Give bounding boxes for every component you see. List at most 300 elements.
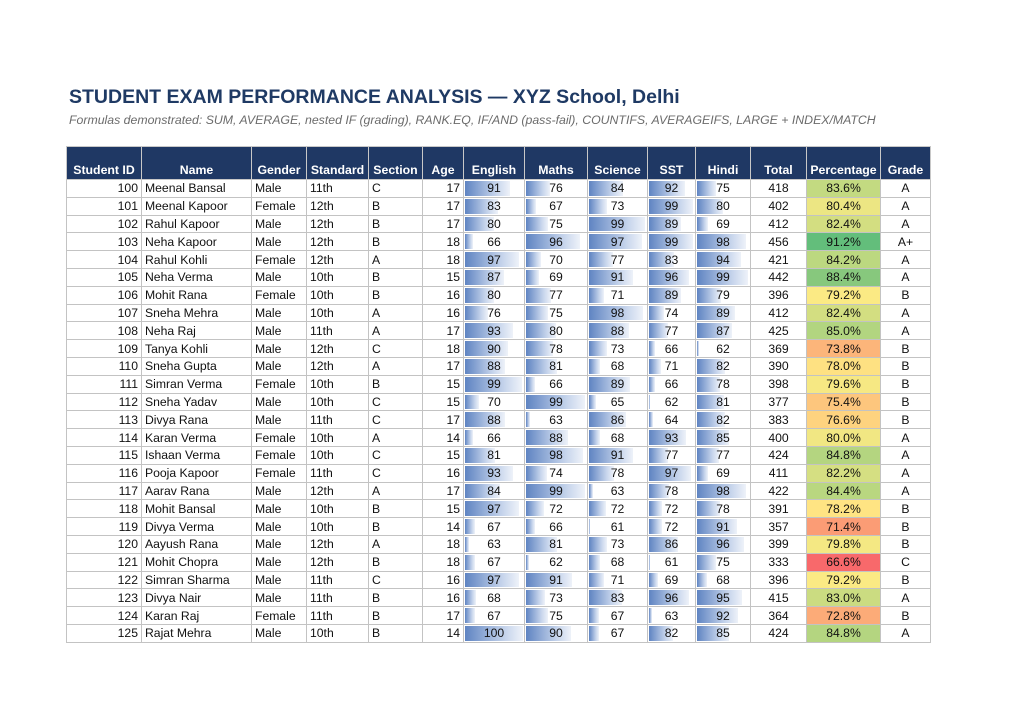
english-cell [464, 268, 525, 286]
science-cell [588, 500, 648, 518]
score-data-bar [589, 288, 604, 303]
gender-cell: Female [252, 446, 307, 464]
age-cell: 17 [423, 180, 464, 198]
maths-cell [525, 215, 588, 233]
english-cell [464, 446, 525, 464]
total-cell: 398 [751, 375, 807, 393]
total-cell: 390 [751, 357, 807, 375]
section-cell: B [369, 375, 423, 393]
hindi-cell [696, 464, 751, 482]
age-cell: 15 [423, 268, 464, 286]
section-cell: B [369, 589, 423, 607]
score-value: 67 [487, 555, 501, 570]
grade-cell: B [881, 500, 931, 518]
name-cell: Neha Verma [142, 268, 252, 286]
maths-cell [525, 464, 588, 482]
name-cell: Ishaan Verma [142, 446, 252, 464]
age-cell: 18 [423, 553, 464, 571]
score-value: 75 [716, 181, 730, 196]
english-cell [464, 624, 525, 642]
score-value: 99 [664, 234, 679, 249]
english-cell [464, 429, 525, 447]
grade-cell: B [881, 340, 931, 358]
sst-cell [648, 375, 696, 393]
student-id-cell: 100 [67, 180, 142, 198]
science-cell [588, 375, 648, 393]
score-value: 92 [664, 181, 679, 196]
hindi-cell [696, 357, 751, 375]
age-cell: 18 [423, 233, 464, 251]
student-id-cell: 101 [67, 197, 142, 215]
score-value: 66 [549, 377, 563, 392]
score-data-bar [589, 395, 596, 410]
hindi-cell [696, 197, 751, 215]
score-data-bar [465, 395, 479, 410]
score-value: 72 [610, 501, 625, 516]
score-data-bar [649, 341, 655, 356]
english-cell [464, 571, 525, 589]
name-cell: Rajat Mehra [142, 624, 252, 642]
score-value: 79 [716, 288, 730, 303]
score-value: 80 [716, 199, 730, 214]
score-value: 96 [664, 270, 679, 285]
student-id-cell: 114 [67, 429, 142, 447]
student-id-cell: 105 [67, 268, 142, 286]
gender-cell: Male [252, 482, 307, 500]
table-row [67, 571, 931, 589]
student-id-cell: 115 [67, 446, 142, 464]
grade-cell: A [881, 197, 931, 215]
score-value: 61 [664, 555, 679, 570]
score-value: 69 [716, 466, 730, 481]
english-cell [464, 375, 525, 393]
score-data-bar [526, 412, 530, 427]
percentage-cell: 91.2% [807, 233, 881, 251]
score-value: 94 [716, 252, 730, 267]
gender-cell: Male [252, 518, 307, 536]
score-data-bar [649, 573, 658, 588]
hindi-cell [696, 215, 751, 233]
maths-cell [525, 197, 588, 215]
percentage-cell: 85.0% [807, 322, 881, 340]
sst-cell [648, 340, 696, 358]
grade-cell: A [881, 180, 931, 198]
age-cell: 18 [423, 340, 464, 358]
standard-cell: 10th [307, 286, 369, 304]
grade-cell: A [881, 251, 931, 269]
age-cell: 16 [423, 571, 464, 589]
score-value: 75 [549, 608, 563, 623]
score-data-bar [589, 252, 613, 267]
maths-cell [525, 322, 588, 340]
score-value: 68 [610, 359, 625, 374]
score-data-bar [526, 181, 550, 196]
score-value: 80 [487, 216, 501, 231]
gender-cell: Female [252, 375, 307, 393]
header-row [67, 147, 931, 180]
gender-cell: Male [252, 340, 307, 358]
grade-cell: B [881, 571, 931, 589]
grade-cell: A [881, 589, 931, 607]
standard-cell: 10th [307, 268, 369, 286]
science-cell [588, 304, 648, 322]
student-id-cell: 119 [67, 518, 142, 536]
score-value: 80 [487, 288, 501, 303]
total-cell: 456 [751, 233, 807, 251]
score-data-bar [465, 555, 475, 570]
grade-cell: B [881, 518, 931, 536]
science-cell [588, 589, 648, 607]
score-data-bar [526, 377, 535, 392]
percentage-cell: 84.8% [807, 624, 881, 642]
maths-cell [525, 393, 588, 411]
score-value: 97 [610, 234, 625, 249]
science-cell [588, 357, 648, 375]
name-cell: Aarav Rana [142, 482, 252, 500]
age-cell: 16 [423, 286, 464, 304]
student-id-cell: 125 [67, 624, 142, 642]
score-data-bar [589, 430, 600, 445]
standard-cell: 12th [307, 340, 369, 358]
section-cell: A [369, 304, 423, 322]
age-cell: 15 [423, 446, 464, 464]
grade-cell: C [881, 553, 931, 571]
table-row [67, 340, 931, 358]
score-value: 98 [716, 234, 730, 249]
section-cell: B [369, 197, 423, 215]
table-row [67, 429, 931, 447]
score-value: 89 [664, 216, 679, 231]
standard-cell: 10th [307, 375, 369, 393]
total-cell: 422 [751, 482, 807, 500]
student-id-cell: 116 [67, 464, 142, 482]
grade-cell: A [881, 304, 931, 322]
score-value: 97 [487, 252, 501, 267]
score-value: 63 [664, 608, 679, 623]
score-data-bar [465, 234, 473, 249]
score-value: 66 [549, 519, 563, 534]
score-data-bar [649, 501, 662, 516]
sst-cell [648, 180, 696, 198]
sst-cell [648, 482, 696, 500]
science-cell [588, 268, 648, 286]
score-value: 75 [716, 555, 730, 570]
gender-cell: Female [252, 251, 307, 269]
score-data-bar [649, 412, 653, 427]
age-cell: 17 [423, 607, 464, 625]
name-cell: Karan Raj [142, 607, 252, 625]
hindi-cell [696, 482, 751, 500]
standard-cell: 12th [307, 357, 369, 375]
maths-cell [525, 518, 588, 536]
sst-cell [648, 197, 696, 215]
score-value: 82 [716, 359, 730, 374]
percentage-cell: 79.2% [807, 286, 881, 304]
section-cell: A [369, 482, 423, 500]
english-cell [464, 180, 525, 198]
hindi-cell [696, 553, 751, 571]
score-data-bar [589, 341, 607, 356]
student-id-cell: 111 [67, 375, 142, 393]
student-id-cell: 110 [67, 357, 142, 375]
english-cell [464, 589, 525, 607]
score-data-bar [697, 466, 708, 481]
col-percentage-header: Percentage [807, 147, 881, 180]
score-value: 85 [716, 626, 730, 641]
hindi-cell [696, 518, 751, 536]
section-cell: B [369, 500, 423, 518]
table-row [67, 500, 931, 518]
score-value: 69 [716, 216, 730, 231]
name-cell: Rahul Kapoor [142, 215, 252, 233]
score-value: 93 [664, 430, 679, 445]
age-cell: 14 [423, 518, 464, 536]
score-value: 87 [716, 323, 730, 338]
standard-cell: 11th [307, 464, 369, 482]
score-value: 81 [549, 359, 563, 374]
section-cell: B [369, 607, 423, 625]
gender-cell: Male [252, 535, 307, 553]
grade-cell: A [881, 268, 931, 286]
score-value: 74 [664, 305, 679, 320]
grade-cell: A [881, 482, 931, 500]
section-cell: B [369, 518, 423, 536]
name-cell: Karan Verma [142, 429, 252, 447]
science-cell [588, 624, 648, 642]
maths-cell [525, 535, 588, 553]
standard-cell: 10th [307, 500, 369, 518]
total-cell: 377 [751, 393, 807, 411]
english-cell [464, 464, 525, 482]
percentage-cell: 84.4% [807, 482, 881, 500]
total-cell: 425 [751, 322, 807, 340]
hindi-cell [696, 375, 751, 393]
total-cell: 396 [751, 571, 807, 589]
score-data-bar [649, 306, 664, 321]
score-data-bar [649, 519, 662, 534]
student-id-cell: 103 [67, 233, 142, 251]
score-data-bar [465, 430, 473, 445]
standard-cell: 12th [307, 215, 369, 233]
section-cell: A [369, 357, 423, 375]
standard-cell: 11th [307, 571, 369, 589]
total-cell: 415 [751, 589, 807, 607]
score-data-bar [526, 501, 544, 516]
maths-cell [525, 429, 588, 447]
science-cell [588, 340, 648, 358]
score-value: 66 [487, 430, 501, 445]
score-data-bar [697, 555, 716, 570]
sst-cell [648, 535, 696, 553]
score-value: 88 [610, 323, 625, 338]
table-row [67, 518, 931, 536]
english-cell [464, 357, 525, 375]
student-id-cell: 121 [67, 553, 142, 571]
score-value: 92 [716, 608, 730, 623]
hindi-cell [696, 251, 751, 269]
gender-cell: Male [252, 500, 307, 518]
standard-cell: 11th [307, 589, 369, 607]
sst-cell [648, 464, 696, 482]
total-cell: 369 [751, 340, 807, 358]
gender-cell: Male [252, 411, 307, 429]
table-row [67, 304, 931, 322]
percentage-cell: 78.2% [807, 500, 881, 518]
hindi-cell [696, 180, 751, 198]
name-cell: Tanya Kohli [142, 340, 252, 358]
maths-cell [525, 304, 588, 322]
score-data-bar [697, 573, 707, 588]
score-value: 99 [487, 377, 501, 392]
english-cell [464, 553, 525, 571]
age-cell: 14 [423, 429, 464, 447]
name-cell: Aayush Rana [142, 535, 252, 553]
science-cell [588, 233, 648, 251]
science-cell [588, 251, 648, 269]
score-data-bar [526, 590, 545, 605]
student-id-cell: 122 [67, 571, 142, 589]
score-data-bar [697, 217, 708, 232]
hindi-cell [696, 340, 751, 358]
score-value: 87 [487, 270, 501, 285]
score-data-bar [697, 341, 699, 356]
name-cell: Neha Raj [142, 322, 252, 340]
sst-cell [648, 500, 696, 518]
gender-cell: Female [252, 429, 307, 447]
maths-cell [525, 251, 588, 269]
score-value: 67 [610, 626, 625, 641]
score-value: 98 [549, 448, 563, 463]
student-id-cell: 102 [67, 215, 142, 233]
col-student-id-header: Student ID [67, 147, 142, 180]
score-value: 89 [716, 305, 730, 320]
percentage-cell: 79.8% [807, 535, 881, 553]
score-value: 97 [487, 572, 501, 587]
grade-cell: A [881, 624, 931, 642]
score-value: 67 [610, 608, 625, 623]
score-data-bar [589, 484, 593, 499]
gender-cell: Male [252, 233, 307, 251]
name-cell: Divya Rana [142, 411, 252, 429]
science-cell [588, 411, 648, 429]
name-cell: Simran Verma [142, 375, 252, 393]
english-cell [464, 535, 525, 553]
section-cell: B [369, 286, 423, 304]
maths-cell [525, 268, 588, 286]
science-cell [588, 571, 648, 589]
score-value: 71 [610, 288, 625, 303]
score-value: 63 [487, 537, 501, 552]
score-value: 84 [610, 181, 625, 196]
score-data-bar [465, 519, 475, 534]
hindi-cell [696, 589, 751, 607]
score-data-bar [589, 359, 600, 374]
total-cell: 391 [751, 500, 807, 518]
english-cell [464, 251, 525, 269]
sst-cell [648, 571, 696, 589]
english-cell [464, 322, 525, 340]
section-cell: C [369, 411, 423, 429]
english-cell [464, 215, 525, 233]
score-value: 99 [549, 483, 563, 498]
score-value: 100 [483, 626, 505, 641]
maths-cell [525, 411, 588, 429]
sst-cell [648, 286, 696, 304]
score-value: 83 [664, 252, 679, 267]
score-value: 78 [664, 483, 679, 498]
english-cell [464, 304, 525, 322]
age-cell: 16 [423, 304, 464, 322]
section-cell: A [369, 322, 423, 340]
col-name-header: Name [142, 147, 252, 180]
total-cell: 364 [751, 607, 807, 625]
score-value: 91 [610, 448, 625, 463]
sst-cell [648, 268, 696, 286]
percentage-cell: 83.0% [807, 589, 881, 607]
score-value: 81 [716, 394, 730, 409]
gender-cell: Female [252, 464, 307, 482]
percentage-cell: 84.2% [807, 251, 881, 269]
student-id-cell: 120 [67, 535, 142, 553]
score-value: 77 [664, 448, 679, 463]
score-data-bar [649, 359, 661, 374]
table-row [67, 607, 931, 625]
student-id-cell: 107 [67, 304, 142, 322]
section-cell: A [369, 251, 423, 269]
score-data-bar [589, 555, 600, 570]
student-id-cell: 108 [67, 322, 142, 340]
score-value: 98 [610, 305, 625, 320]
table-row [67, 411, 931, 429]
page-title: STUDENT EXAM PERFORMANCE ANALYSIS — XYZ School, Delhi [69, 86, 680, 108]
sst-cell [648, 304, 696, 322]
score-value: 99 [610, 216, 625, 231]
hindi-cell [696, 535, 751, 553]
score-value: 78 [716, 377, 730, 392]
grade-cell: A+ [881, 233, 931, 251]
science-cell [588, 393, 648, 411]
grade-cell: A [881, 322, 931, 340]
score-data-bar [465, 306, 488, 321]
total-cell: 418 [751, 180, 807, 198]
score-value: 91 [549, 572, 563, 587]
total-cell: 400 [751, 429, 807, 447]
score-value: 71 [664, 359, 679, 374]
percentage-cell: 80.4% [807, 197, 881, 215]
col-grade-header: Grade [881, 147, 931, 180]
score-value: 81 [487, 448, 501, 463]
table-row [67, 446, 931, 464]
score-data-bar [465, 590, 476, 605]
score-data-bar [589, 573, 604, 588]
gender-cell: Male [252, 393, 307, 411]
score-value: 96 [716, 537, 730, 552]
score-value: 83 [610, 590, 625, 605]
standard-cell: 11th [307, 180, 369, 198]
standard-cell: 10th [307, 518, 369, 536]
age-cell: 16 [423, 464, 464, 482]
name-cell: Mohit Rana [142, 286, 252, 304]
name-cell: Simran Sharma [142, 571, 252, 589]
score-value: 62 [664, 394, 679, 409]
maths-cell [525, 357, 588, 375]
percentage-cell: 82.2% [807, 464, 881, 482]
score-value: 88 [549, 430, 563, 445]
score-data-bar [589, 501, 606, 516]
score-data-bar [526, 270, 539, 285]
standard-cell: 12th [307, 251, 369, 269]
score-data-bar [589, 626, 599, 641]
